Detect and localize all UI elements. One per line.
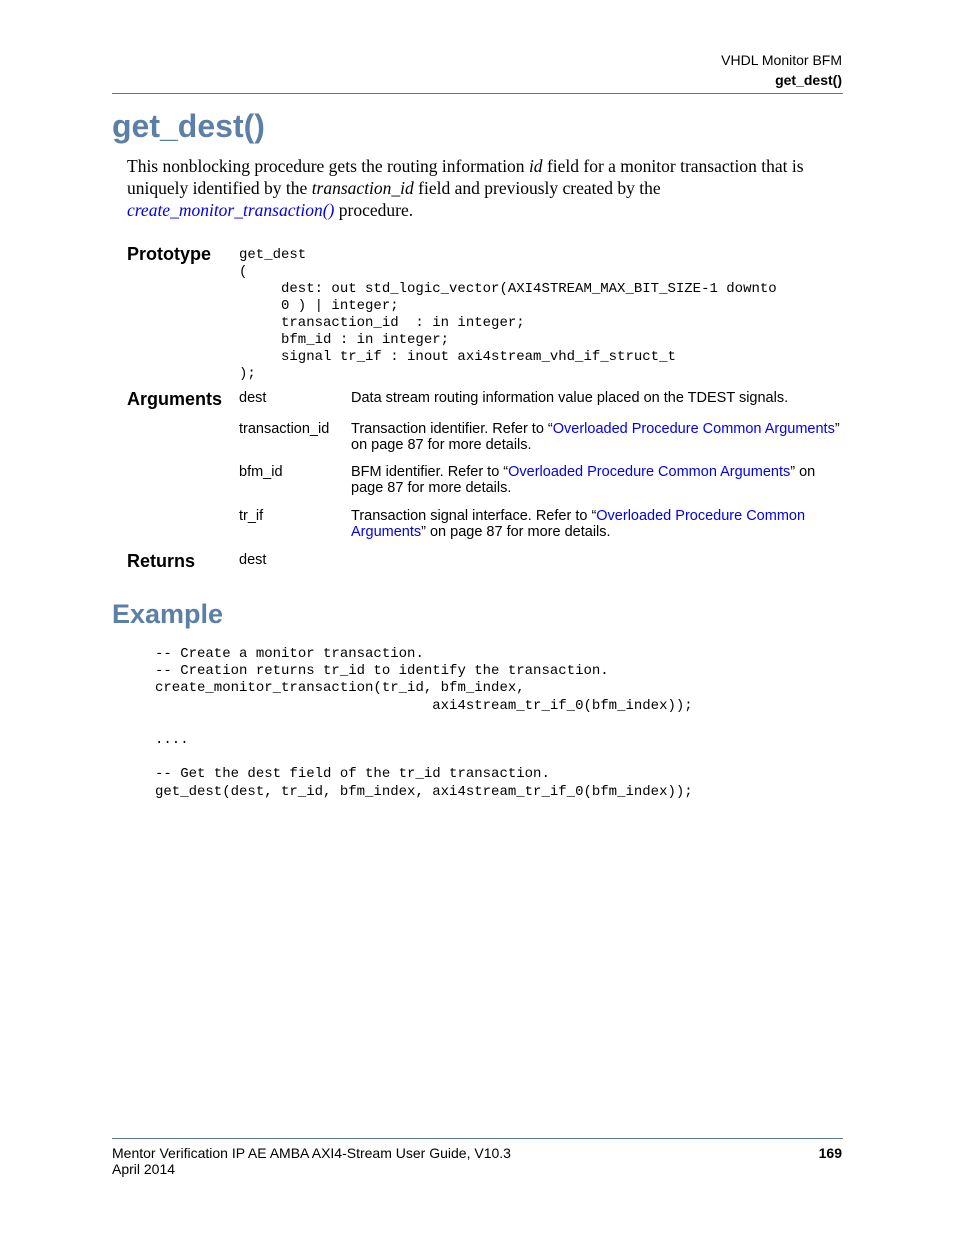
overloaded-procedure-common-arguments-link[interactable]: Overloaded Procedure Common Arguments bbox=[508, 464, 791, 480]
running-header-section: VHDL Monitor BFM bbox=[721, 52, 842, 68]
returns-value: dest bbox=[239, 552, 267, 568]
argument-desc-text: ” on page 87 for more details. bbox=[351, 464, 816, 496]
argument-desc-text: BFM identifier. Refer to “ bbox=[351, 464, 509, 480]
argument-desc-dest: Data stream routing information value placed on the TDEST signals. bbox=[351, 390, 789, 406]
page-title: get_dest() bbox=[112, 108, 265, 144]
argument-desc-transaction-id bbox=[351, 421, 843, 453]
returns-label: Returns bbox=[127, 551, 196, 571]
intro-emphasis-id: id bbox=[528, 156, 543, 176]
argument-desc-text: ” on page 87 for more details. bbox=[351, 421, 840, 453]
argument-name-bfm-id: bfm_id bbox=[239, 464, 283, 480]
create-monitor-transaction-link[interactable]: create_monitor_transaction() bbox=[127, 200, 335, 220]
example-heading: Example bbox=[112, 599, 224, 629]
argument-desc-text: Transaction signal interface. Refer to “ bbox=[351, 508, 597, 524]
argument-name-tr-if: tr_if bbox=[239, 508, 264, 524]
intro-text: field and previously created by the bbox=[413, 178, 661, 198]
footer-document-title: Mentor Verification IP AE AMBA AXI4-Stream User Guide, V10.3 bbox=[112, 1145, 511, 1161]
footer-date: April 2014 bbox=[112, 1161, 176, 1177]
intro-paragraph bbox=[127, 155, 842, 221]
footer-divider bbox=[112, 1138, 843, 1139]
prototype-label: Prototype bbox=[127, 244, 212, 264]
running-header-topic: get_dest() bbox=[775, 72, 842, 88]
intro-text: This nonblocking procedure gets the routing information bbox=[127, 156, 529, 176]
prototype-code: get_dest ( dest: out std_logic_vector(AXI4STREAM_MAX_BIT_SIZE-1 downto 0 ) | integer; transaction_id : in integer; bfm_id : in integer; signal tr_if : inout axi4stream_vhd_if_struct_t ); bbox=[239, 247, 777, 382]
argument-name-dest: dest bbox=[239, 390, 267, 406]
argument-desc-bfm-id bbox=[351, 464, 843, 496]
arguments-label: Arguments bbox=[127, 389, 223, 409]
overloaded-procedure-common-arguments-link[interactable]: Overloaded Procedure Common Arguments bbox=[351, 508, 806, 540]
intro-emphasis-transaction-id: transaction_id bbox=[311, 178, 414, 198]
overloaded-procedure-common-arguments-link[interactable]: Overloaded Procedure Common Arguments bbox=[552, 421, 835, 437]
intro-text: procedure. bbox=[334, 200, 414, 220]
argument-name-transaction-id: transaction_id bbox=[239, 421, 330, 437]
argument-desc-text: ” on page 87 for more details. bbox=[421, 524, 611, 540]
intro-text: field for a monitor transaction that is uniquely identified by the bbox=[127, 156, 804, 198]
example-code: -- Create a monitor transaction. -- Creation returns tr_id to identify the transaction. create_monitor_transaction(tr_id, bfm_index, axi4stream_tr_if_0(bfm_index)); .... -- Get the dest field of the tr_id transaction. get_dest(dest, tr_id, bfm_index, axi4stream_tr_if_0(bfm_index)); bbox=[155, 646, 693, 800]
page-number: 169 bbox=[818, 1145, 842, 1161]
argument-desc-text: Transaction identifier. Refer to “ bbox=[351, 421, 553, 437]
header-divider bbox=[112, 93, 843, 94]
argument-desc-tr-if bbox=[351, 508, 843, 540]
